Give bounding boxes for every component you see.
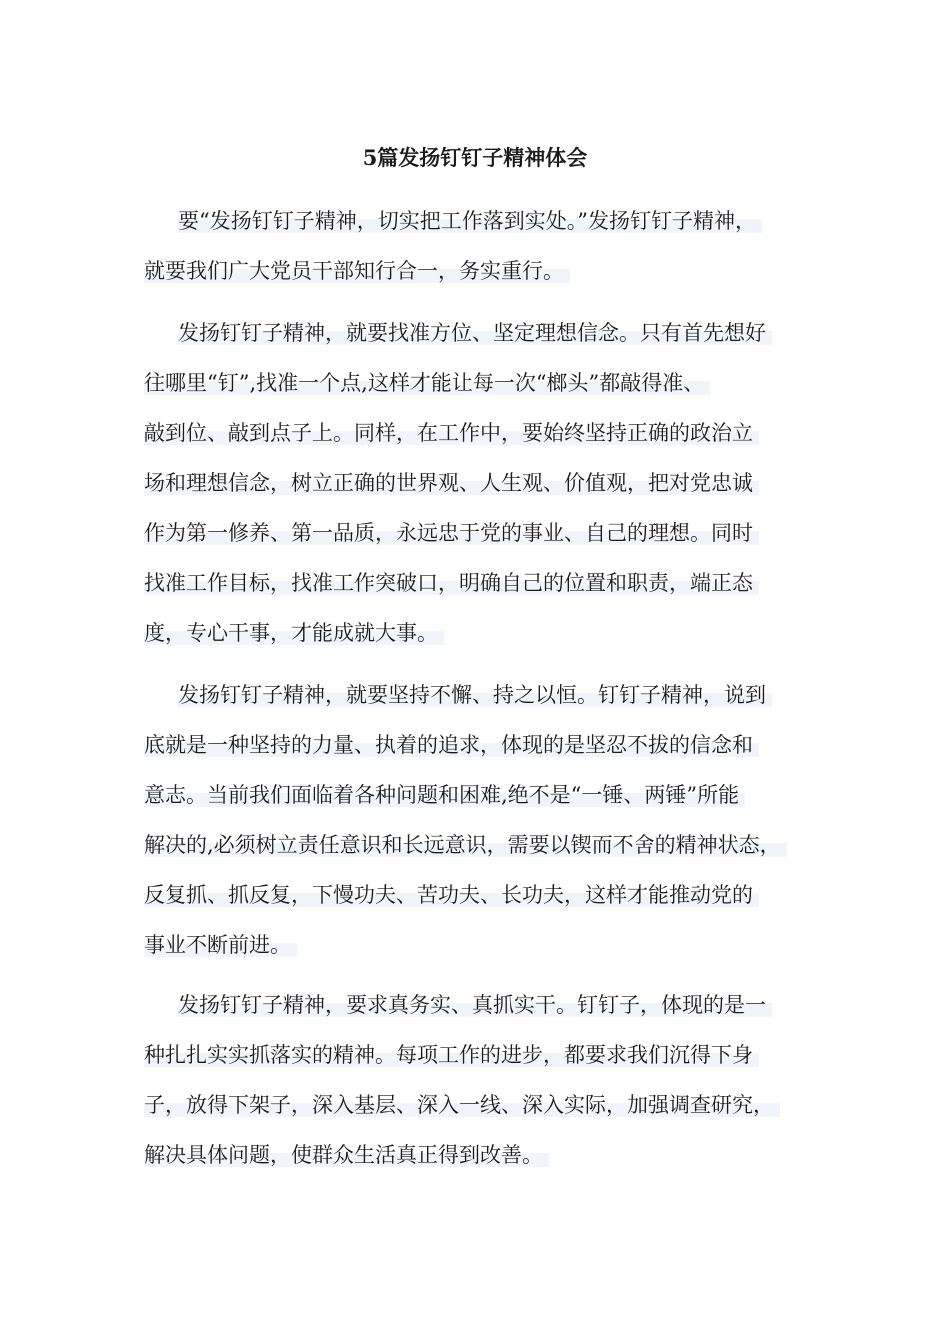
text-line: 度，专心干事，才能成就大事。: [144, 608, 829, 658]
text-line: 发扬钉钉子精神，要求真务实、真抓实干。钉钉子，体现的是一: [144, 980, 829, 1030]
text-line: 要“发扬钉钉子精神，切实把工作落到实处。”发扬钉钉子精神，: [144, 196, 829, 246]
paragraph-1: [144, 196, 829, 296]
text-line: 敲到位、敲到点子上。同样，在工作中，要始终坚持正确的政治立: [144, 408, 829, 458]
text-line: 找准工作目标，找准工作突破口，明确自己的位置和职责，端正态: [144, 558, 829, 608]
text-line: 底就是一种坚持的力量、执着的追求，体现的是坚忍不拔的信念和: [144, 720, 829, 770]
document-title: 5篇发扬钉钉子精神体会: [362, 145, 588, 170]
text-line: 反复抓、抓反复，下慢功夫、苦功夫、长功夫，这样才能推动党的: [144, 870, 829, 920]
text-line: 种扎扎实实抓落实的精神。每项工作的进步，都要求我们沉得下身: [144, 1030, 829, 1080]
text-line: 事业不断前进。: [144, 920, 829, 970]
text-line: 解决的,必须树立责任意识和长远意识，需要以锲而不舍的精神状态，: [144, 820, 829, 870]
paragraph-4: [144, 980, 829, 1180]
text-line: 发扬钉钉子精神，就要坚持不懈、持之以恒。钉钉子精神，说到: [144, 670, 829, 720]
text-line: 解决具体问题，使群众生活真正得到改善。: [144, 1130, 829, 1180]
paragraph-2: [144, 308, 829, 658]
text-line: 意志。当前我们面临着各种问题和困难,绝不是“一锤、两锤”所能: [144, 770, 829, 820]
text-line: 子，放得下架子，深入基层、深入一线、深入实际，加强调查研究，: [144, 1080, 829, 1130]
text-line: 作为第一修养、第一品质，永远忠于党的事业、自己的理想。同时: [144, 508, 829, 558]
paragraph-3: [144, 670, 829, 970]
text-line: 场和理想信念，树立正确的世界观、人生观、价值观，把对党忠诚: [144, 458, 829, 508]
text-line: 往哪里“钉”,找准一个点,这样才能让每一次“榔头”都敲得准、: [144, 358, 829, 408]
text-line: 就要我们广大党员干部知行合一，务实重行。: [144, 246, 829, 296]
text-line: 发扬钉钉子精神，就要找准方位、坚定理想信念。只有首先想好: [144, 308, 829, 358]
